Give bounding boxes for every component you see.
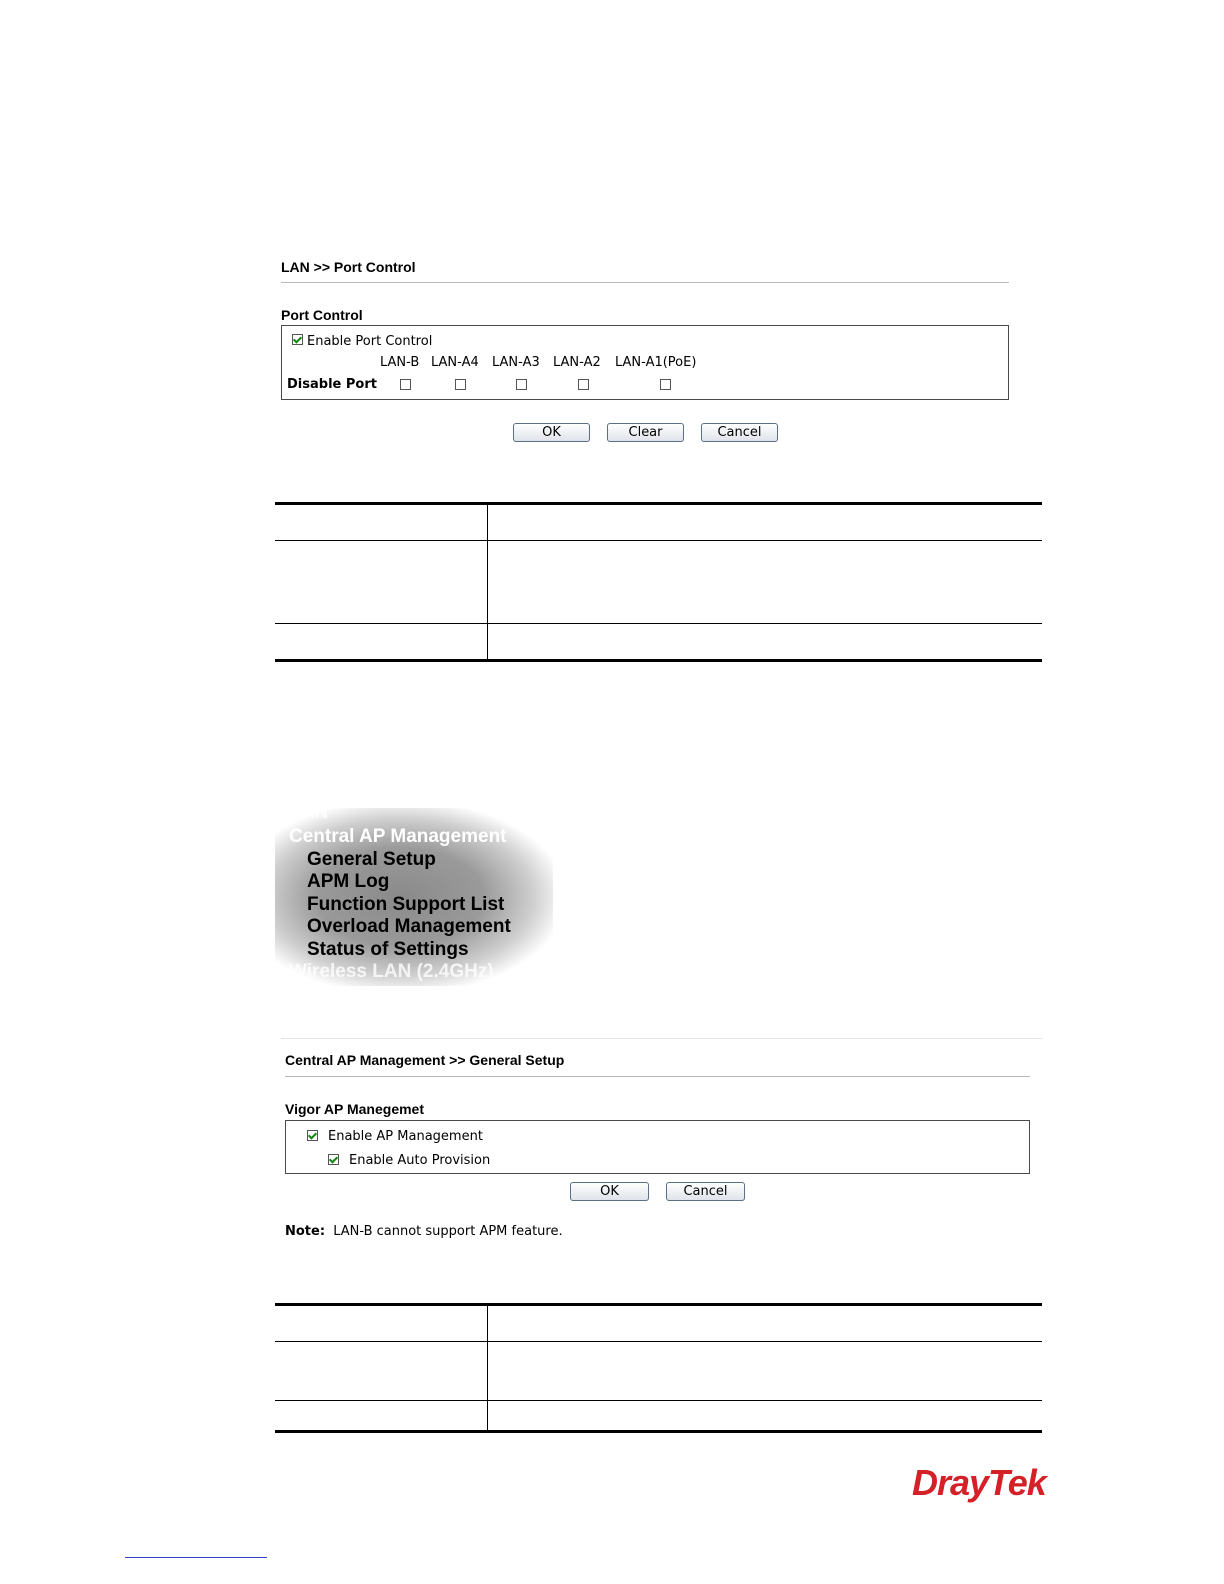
enable-ap-management-checkbox[interactable] <box>307 1130 318 1141</box>
table-top-border <box>275 1303 1042 1306</box>
draytek-logo: DrayTek <box>912 1462 1046 1503</box>
menu-item-wireless-lan[interactable]: Wireless LAN (2.4GHz) <box>289 961 494 982</box>
table-row-divider <box>275 540 1042 541</box>
vigor-ap-panel <box>285 1120 1030 1174</box>
disable-lan-a3-checkbox[interactable] <box>516 379 527 390</box>
cancel-button[interactable]: Cancel <box>666 1182 745 1201</box>
section-title: Port Control <box>281 307 363 323</box>
clear-button[interactable]: Clear <box>607 423 684 442</box>
table-top-border <box>275 502 1042 505</box>
note-label: Note: <box>285 1224 326 1239</box>
port-control-panel <box>281 325 1009 400</box>
footer-link-underline[interactable] <box>125 1557 267 1558</box>
disable-lan-a2-checkbox[interactable] <box>578 379 589 390</box>
table-column-divider <box>487 1305 488 1431</box>
table-column-divider <box>487 504 488 660</box>
enable-auto-provision-checkbox[interactable] <box>328 1154 339 1165</box>
menu-item-apm-log[interactable]: APM Log <box>307 871 390 892</box>
enable-port-control-checkbox[interactable] <box>292 334 303 345</box>
disable-lan-b-checkbox[interactable] <box>400 379 411 390</box>
menu-item-central-ap-management[interactable]: Central AP Management <box>289 826 507 847</box>
ok-button[interactable]: OK <box>570 1182 649 1201</box>
disable-port-label: Disable Port <box>287 377 377 392</box>
table-row-divider <box>275 1341 1042 1342</box>
menu-screenshot <box>275 802 553 986</box>
menu-item-lan[interactable]: LAN <box>289 802 329 823</box>
breadcrumb: Central AP Management >> General Setup <box>285 1052 565 1068</box>
disable-lan-a4-checkbox[interactable] <box>455 379 466 390</box>
menu-item-general-setup[interactable]: General Setup <box>307 849 436 870</box>
menu-item-overload-management[interactable]: Overload Management <box>307 916 511 937</box>
cancel-button[interactable]: Cancel <box>701 423 778 442</box>
enable-ap-management-label: Enable AP Management <box>328 1129 483 1144</box>
note <box>285 1224 563 1239</box>
note-text: LAN-B cannot support APM feature. <box>333 1224 563 1239</box>
table-row-divider <box>275 623 1042 624</box>
port-label-lan-a1-poe: LAN-A1(PoE) <box>615 355 697 370</box>
port-label-lan-a3: LAN-A3 <box>492 355 540 370</box>
enable-port-control-label: Enable Port Control <box>307 334 433 349</box>
breadcrumb-divider <box>281 282 1009 283</box>
table-bottom-border <box>275 1430 1042 1433</box>
section-title: Vigor AP Manegemet <box>285 1101 425 1117</box>
table-row-divider <box>275 1400 1042 1401</box>
breadcrumb-divider <box>285 1076 1030 1077</box>
port-label-lan-a2: LAN-A2 <box>553 355 601 370</box>
port-label-lan-b: LAN-B <box>380 355 420 370</box>
breadcrumb: LAN >> Port Control <box>281 259 416 275</box>
table-bottom-border <box>275 659 1042 662</box>
port-label-lan-a4: LAN-A4 <box>431 355 479 370</box>
top-divider <box>281 1038 1042 1039</box>
menu-item-status-of-settings[interactable]: Status of Settings <box>307 939 469 960</box>
ok-button[interactable]: OK <box>513 423 590 442</box>
menu-item-function-support-list[interactable]: Function Support List <box>307 894 505 915</box>
disable-lan-a1-poe-checkbox[interactable] <box>660 379 671 390</box>
enable-auto-provision-label: Enable Auto Provision <box>349 1153 491 1168</box>
